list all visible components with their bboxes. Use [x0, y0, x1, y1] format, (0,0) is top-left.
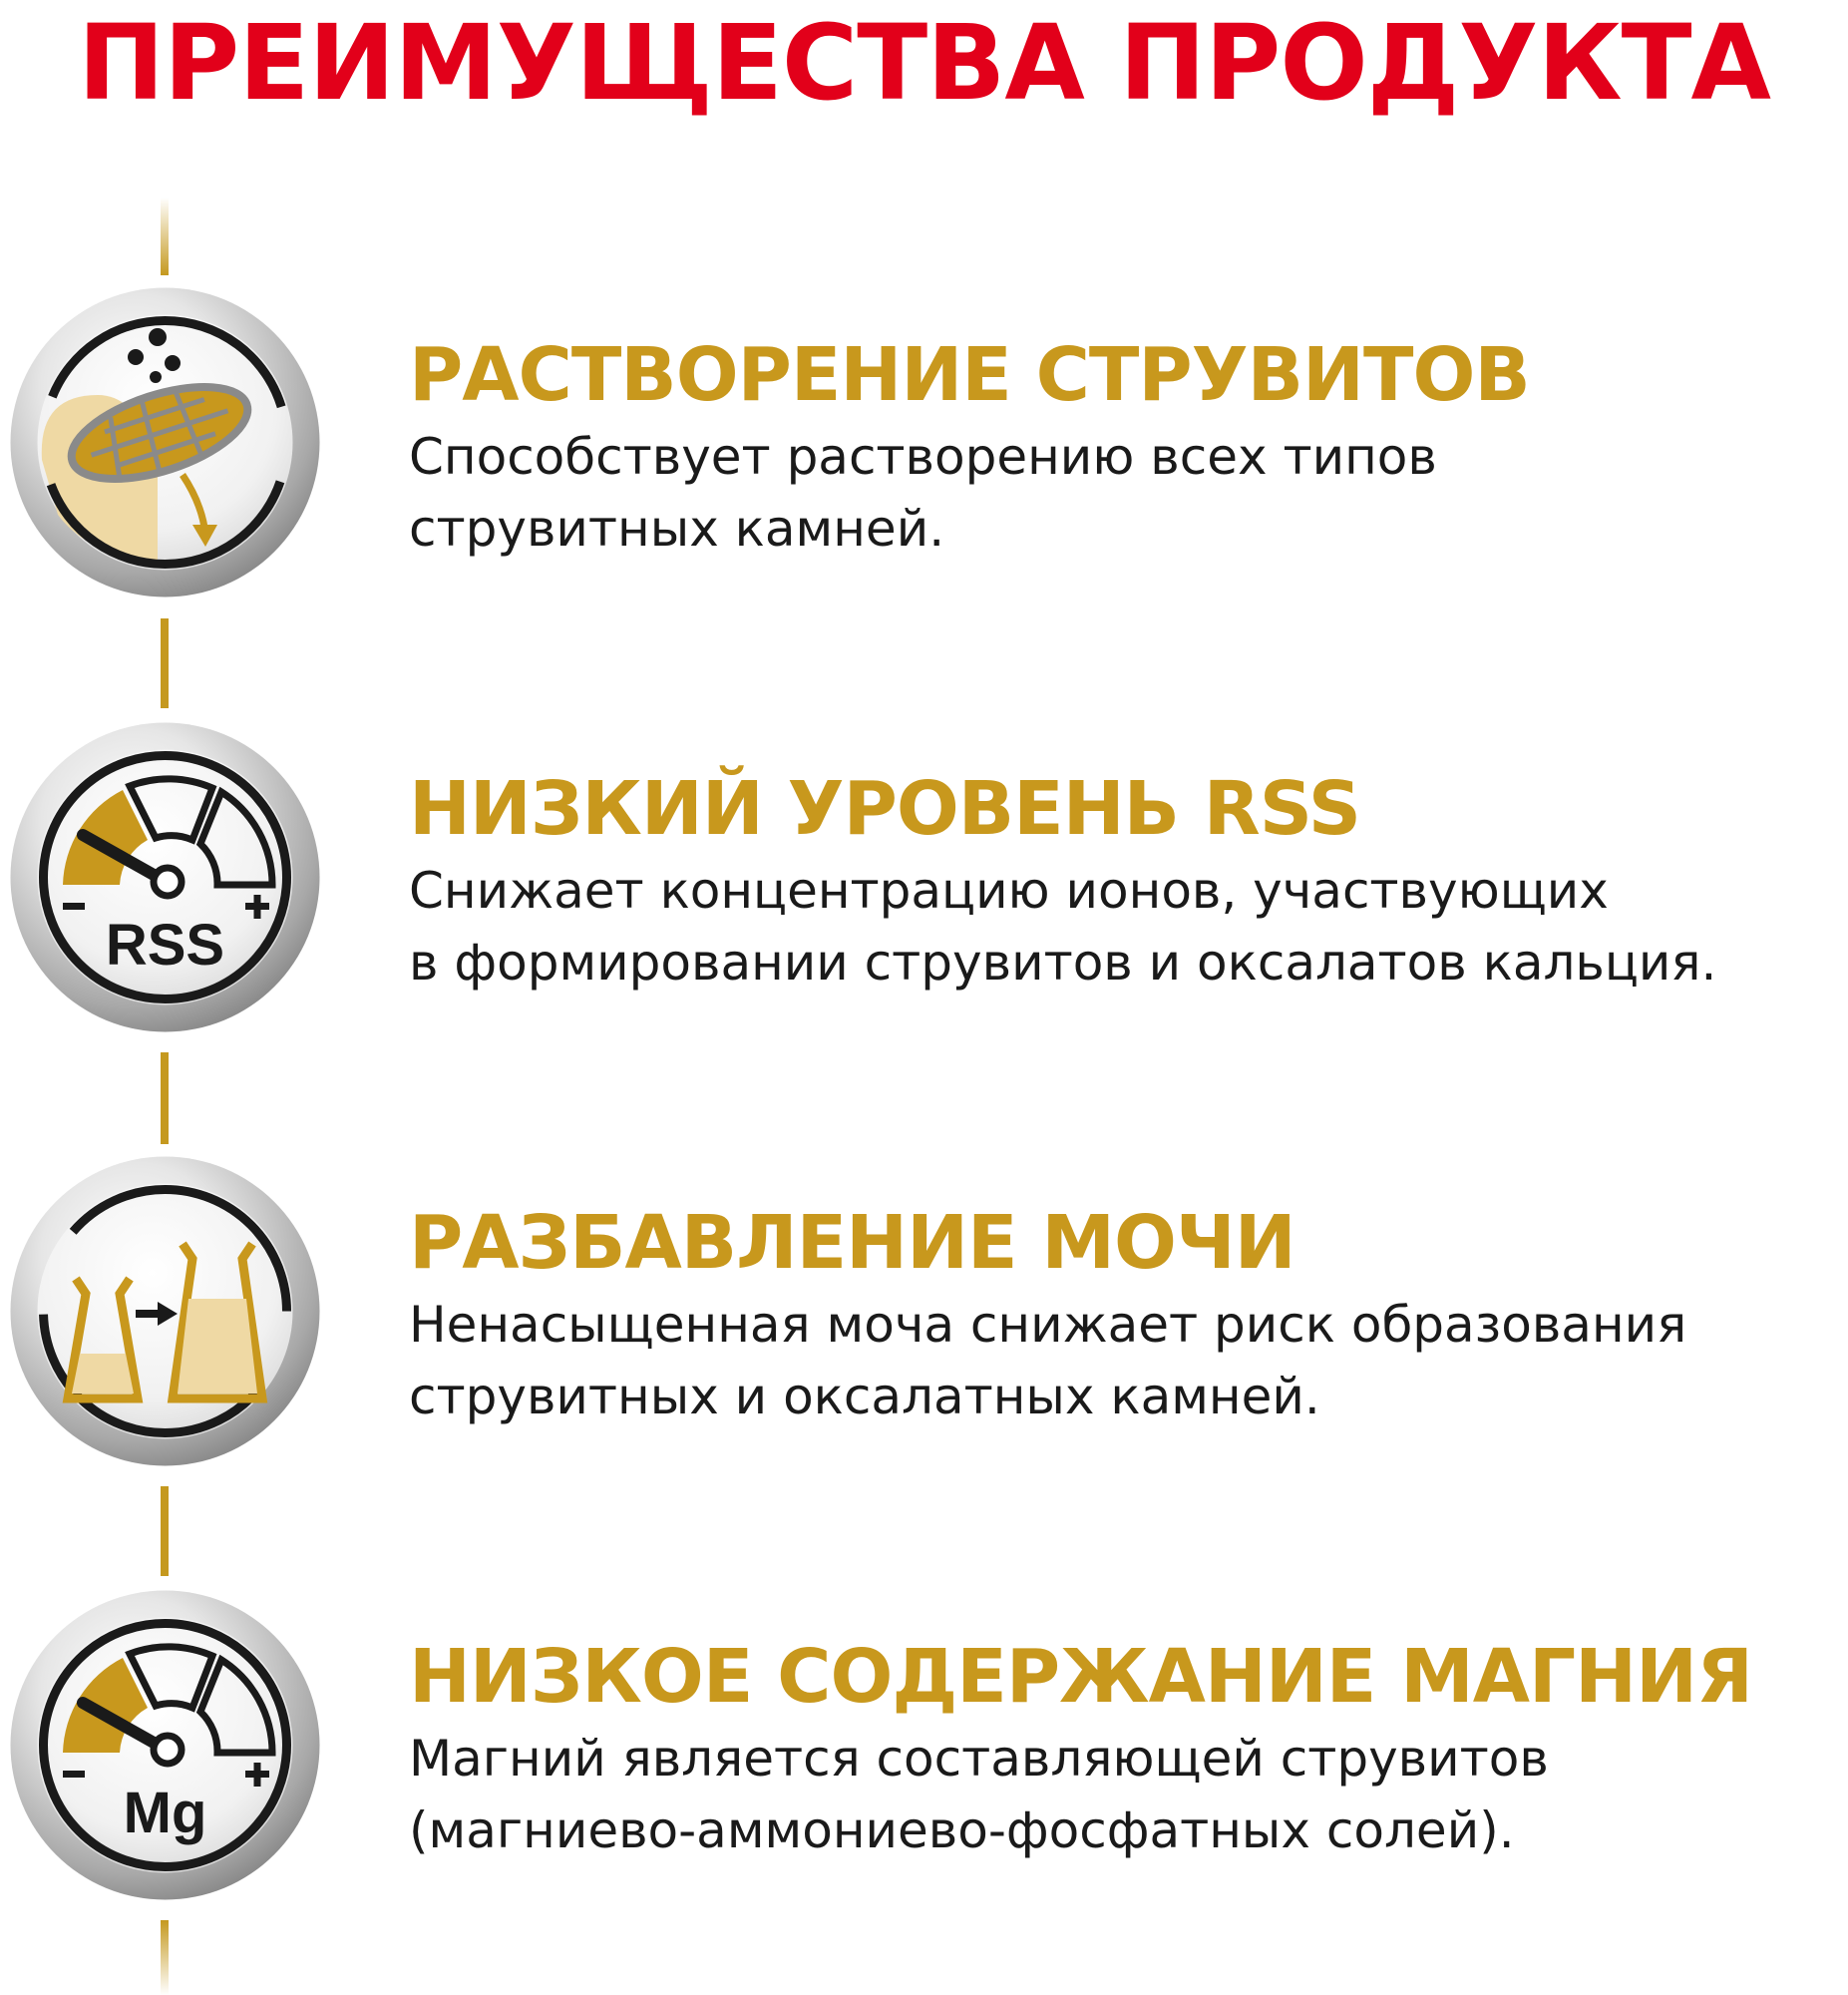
benefit-struvite-dissolution	[409, 331, 1840, 565]
mg-icon-label: Mg	[123, 1781, 207, 1845]
benefit-description	[409, 855, 1840, 998]
page-title: ПРЕИМУЩЕСТВА ПРОДУКТА	[77, 2, 1771, 124]
benefit-title: НИЗКИЙ УРОВЕНЬ RSS	[409, 766, 1361, 852]
benefit-low-magnesium	[409, 1633, 1840, 1866]
dissolving-stone-icon	[8, 285, 322, 599]
connector-line-top	[161, 198, 169, 275]
benefit-low-rss	[409, 765, 1840, 998]
benefit-title: РАСТВОРЕНИЕ СТРУВИТОВ	[409, 332, 1530, 418]
benefit-description-line: в формировании струвитов и оксалатов кальция.	[409, 934, 1717, 992]
connector-line-bottom	[161, 1920, 169, 1995]
benefit-description	[409, 421, 1840, 565]
benefit-description-line: (магниево-аммониево-фосфатных солей).	[409, 1801, 1515, 1859]
benefit-description-line: Магний является составляющей струвитов	[409, 1730, 1549, 1788]
benefit-description	[409, 1289, 1840, 1432]
benefit-description-line: Снижает концентрацию ионов, участвующих	[409, 862, 1609, 920]
benefit-description-line: Способствует растворению всех типов	[409, 428, 1437, 486]
benefit-title: РАЗБАВЛЕНИЕ МОЧИ	[409, 1200, 1295, 1286]
benefit-description-line: Ненасыщенная моча снижает риск образования	[409, 1296, 1687, 1354]
rss-gauge-icon	[8, 720, 322, 1034]
benefit-description-line: струвитных и оксалатных камней.	[409, 1368, 1320, 1425]
rss-icon-label: RSS	[105, 913, 225, 978]
connector-line	[161, 1052, 169, 1144]
connector-line	[161, 618, 169, 708]
benefit-description	[409, 1723, 1840, 1866]
benefit-description-line: струвитных камней.	[409, 500, 945, 558]
flasks-dilution-icon	[8, 1154, 322, 1468]
connector-line	[161, 1486, 169, 1576]
benefit-title: НИЗКОЕ СОДЕРЖАНИЕ МАГНИЯ	[409, 1634, 1752, 1720]
benefit-urine-dilution	[409, 1199, 1840, 1432]
mg-gauge-icon	[8, 1588, 322, 1902]
